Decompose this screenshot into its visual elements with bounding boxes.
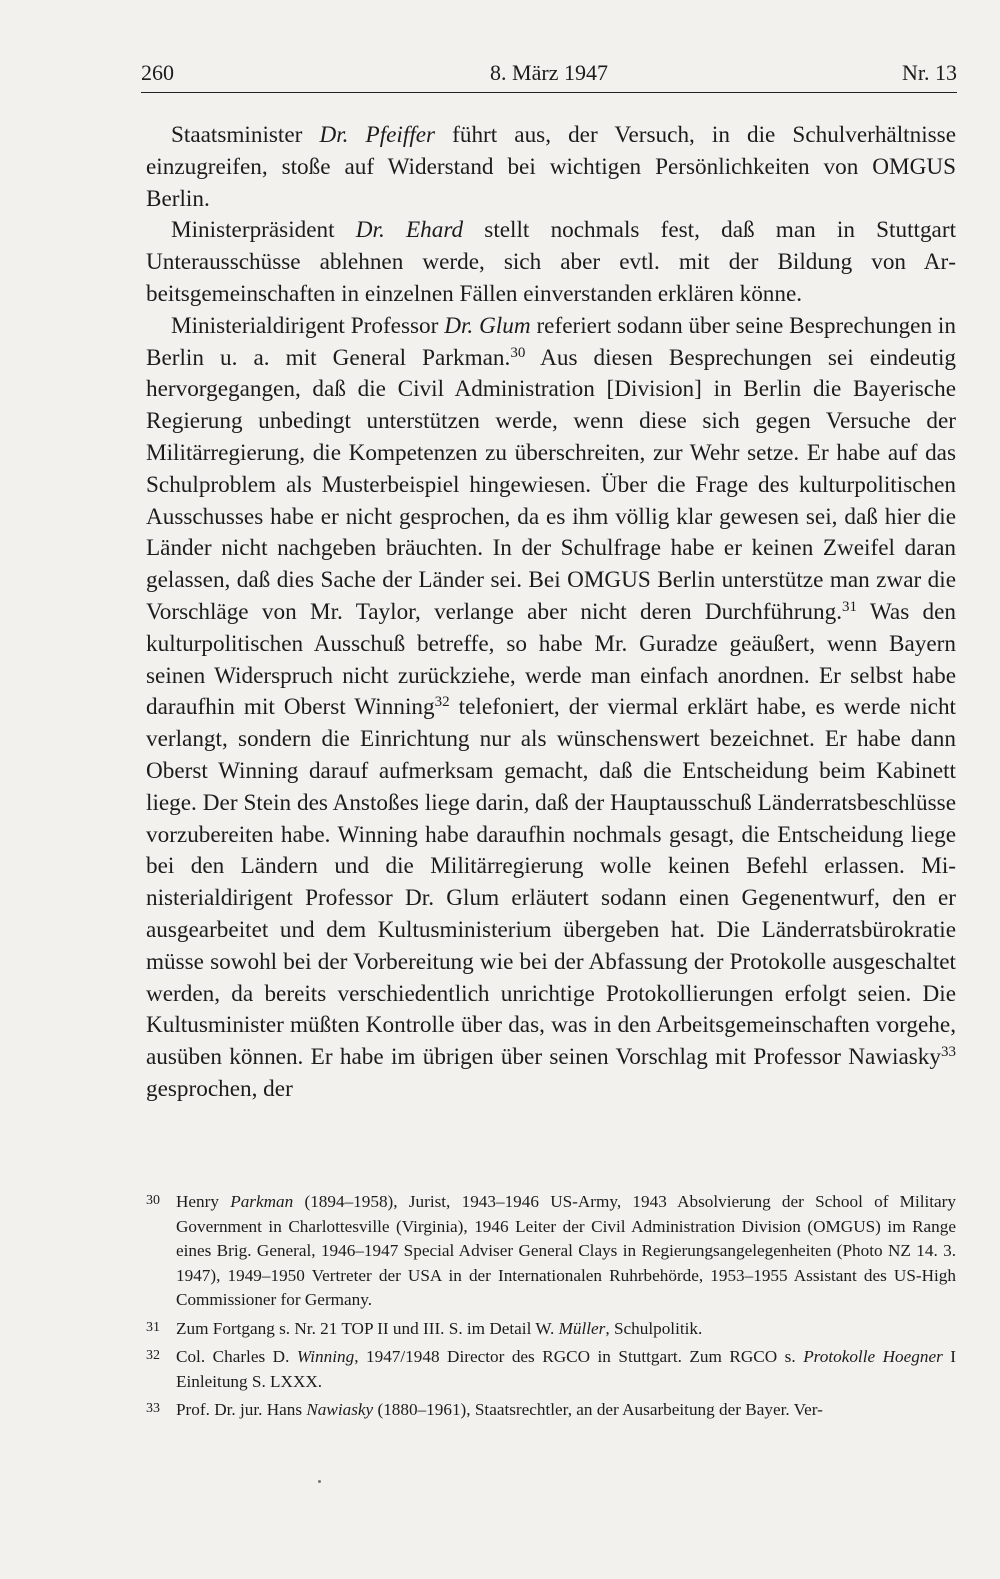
footnote-ref-31[interactable]: 31: [842, 598, 857, 615]
text-run: Ministerialdirigent Professor: [171, 312, 445, 339]
document-number: Nr. 13: [902, 60, 957, 85]
person-name: Dr. Glum: [444, 312, 531, 339]
footnote-number: 33: [146, 1401, 160, 1416]
text-run: telefoniert, der viermal erklärt habe, es werde nicht verlangt, sondern die Einrichtung nur als wünschenswert bezeichnet. Er habe dann Oberst Winning darauf aufmerksam gemacht, daß die Entscheidung beim Kabinett liege. Der Stein des Anstoßes liege darin, daß der Hauptausschuß Länderratsbeschlüsse vorzubereiten habe. Winning habe daraufhin nochmals gesagt, die Entscheidung liege bei den Ländern und die Militärregierung wolle keinen Befehl erlassen. Ministerialdirigent Professor Dr. Glum erläutert sodann einen Gegenentwurf, den er ausgearbeitet und dem Kultusministerium übergeben hat. Die Länderratsbürokratie müsse sowohl bei der Vorbereitung wie bei der Abfassung der Protokolle ausgeschaltet werden, da bereits verschiedentlich unrichtige Protokollierungen erfolgt seien. Die Kultusminister müßten Kontrolle über das, was in den Arbeitsgemeinschaften vorgehe, ausüben können. Er habe im übrigen über seinen Vorschlag mit Professor Nawiasky: [146, 694, 956, 1071]
work-title: Protokolle Hoegner: [803, 1347, 943, 1366]
text-run: gesprochen, der: [146, 1075, 293, 1102]
person-name: Dr. Pfeiffer: [319, 122, 436, 148]
footnote-number: 31: [146, 1319, 160, 1335]
footnote-33: [146, 1398, 956, 1423]
header-rule: [141, 92, 957, 93]
scan-speck: [318, 1480, 321, 1483]
person-name: Müller: [558, 1318, 606, 1338]
person-name: Dr. Ehard: [355, 217, 464, 244]
footnote-number: 32: [146, 1348, 160, 1363]
text-run: I Einleitung S. LXXX.: [176, 1347, 957, 1391]
text-run: (1894–1958), Jurist, 1943–1946 US-Army, 1943 Absolvierung der School of Military Government in Charlottesville (Virginia), 1946 Leiter der Civil Administration Division (OMGUS) im Range eines Brig. General, 1946–1947 Special Adviser General Clays in Regierungsangelegenheiten (Photo NZ 14. 3. 1947), 1949–1950 Vertreter der USA in der Internationalen Ruhrbehörde, 1953–1955 Assistant des US-High Commissioner for Germany.: [176, 1192, 956, 1309]
footnote-ref-32[interactable]: 32: [434, 694, 450, 711]
footnote-ref-33[interactable]: 33: [941, 1044, 956, 1061]
text-run: Zum Fortgang s. Nr. 21 TOP II und III. S. im Detail W.: [176, 1318, 559, 1338]
text-run: referiert sodann über seine Besprechungen in Berlin u. a. mit General Parkman.: [146, 312, 956, 371]
main-text: [146, 120, 956, 1106]
text-run: , 1947/1948 Director des RGCO in Stuttgart. Zum RGCO s.: [354, 1347, 804, 1366]
footnote-32: [146, 1345, 956, 1394]
text-run: Col. Charles D.: [176, 1347, 297, 1366]
text-run: führt aus, der Versuch, in die Schulverhältnisse einzugreifen, stoße auf Widerstand bei wichtigen Persönlichkeiten von OMGUS Berlin.: [146, 122, 956, 212]
running-head-date: 8. März 1947: [490, 60, 608, 85]
text-run: Prof. Dr. jur. Hans: [176, 1400, 307, 1419]
footnote-30: [146, 1190, 956, 1313]
text-run: stellt nochmals fest, daß man in Stuttgart Unterausschüsse ablehnen werde, sich aber evtl. mit der Bildung von Arbeitsgemeinschaften in einzelnen Fällen einverstanden erklären könne.: [146, 217, 957, 307]
footnote-ref-30[interactable]: 30: [510, 344, 526, 361]
text-run: Staatsminister: [171, 122, 320, 148]
footnote-number: 30: [146, 1193, 160, 1208]
text-run: Was den kulturpolitischen Ausschuß betreffe, so habe Mr. Guradze geäußert, wenn Bayern seinen Widerspruch nicht zurückziehe, werde man einfach anordnen. Er selbst habe daraufhin mit Oberst Winning: [146, 598, 957, 721]
paragraph-pfeiffer: [146, 120, 956, 215]
text-run: Aus diesen Besprechungen sei eindeutig hervorgegangen, daß die Civil Administration [Division] in Berlin die Bayerische Regierung unbedingt unterstützen werde, wenn diese sich gegen Versuche der Militärregierung, die Kompetenzen zu überschreiten, zur Wehr setze. Er habe auf das Schulproblem als Musterbeispiel hingewiesen. Über die Frage des kulturpolitischen Ausschusses habe er nicht gesprochen, da es ihm völlig klar gewesen sei, daß hier die Länder nicht nachgeben bräuchten. In der Schulfrage habe er keinen Zweifel daran gelassen, daß dies Sache der Länder sei. Bei OMGUS Berlin unterstütze man zwar die Vorschläge von Mr. Taylor, verlange aber nicht deren Durchführung.: [146, 344, 956, 625]
paragraph-ehard: [146, 215, 956, 310]
text-run: Ministerpräsident: [171, 217, 356, 244]
footnotes: [146, 1190, 956, 1427]
footnote-31: [146, 1317, 956, 1342]
text-run: Henry: [176, 1192, 231, 1211]
text-run: (1880–1961), Staatsrechtler, an der Ausarbeitung der Bayer. Ver-: [373, 1400, 823, 1419]
text-run: , Schulpolitik.: [605, 1318, 703, 1338]
person-name: Nawiasky: [306, 1400, 374, 1419]
person-name: Parkman: [230, 1192, 294, 1211]
paragraph-glum: [146, 311, 956, 1106]
page-number: 260: [141, 60, 174, 85]
person-name: Winning: [296, 1347, 355, 1366]
running-head: [141, 58, 957, 88]
